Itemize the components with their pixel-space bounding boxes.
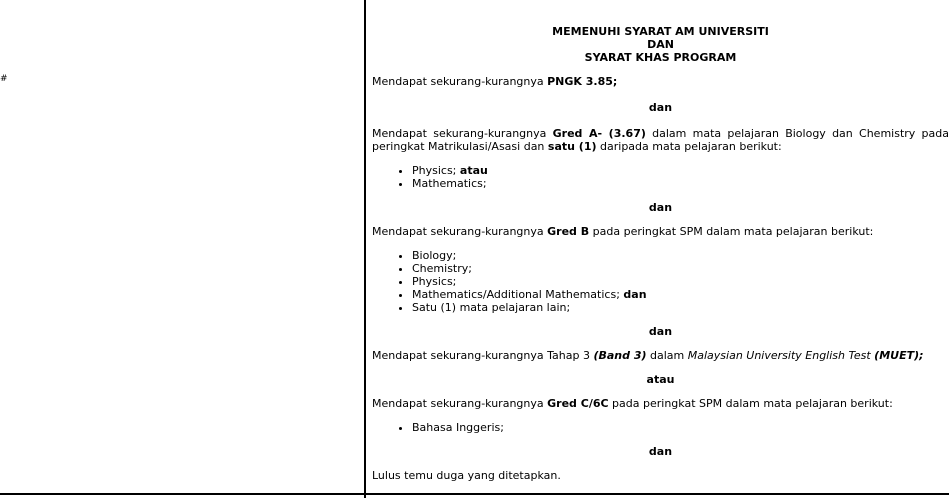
list-item-text: Satu (1) mata pelajaran lain;	[412, 301, 571, 314]
matrik-count: satu (1)	[547, 140, 597, 153]
list-item	[412, 249, 949, 262]
spm-prefix: Mendapat sekurang-kurangnya	[372, 225, 548, 238]
requirement-pngk	[372, 75, 949, 88]
list-item	[412, 262, 949, 275]
list-item	[412, 301, 949, 314]
row-divider	[0, 493, 949, 495]
requirement-matrikulasi	[372, 127, 949, 153]
requirement-muet	[372, 349, 949, 362]
muet-abbr: (MUET);	[874, 349, 924, 362]
interview-text: Lulus temu duga yang ditetapkan.	[372, 469, 561, 482]
header-line-2: DAN	[647, 38, 674, 51]
list-item-text: Mathematics;	[412, 177, 487, 190]
list-item	[412, 421, 949, 434]
list-item	[412, 275, 949, 288]
list-item-text: Physics;	[412, 164, 460, 177]
requirement-interview	[372, 469, 949, 482]
list-item	[412, 177, 949, 190]
connector-dan-3: dan	[648, 325, 673, 338]
pngk-value: PNGK 3.85;	[547, 75, 618, 88]
connector-dan-2: dan	[648, 201, 673, 214]
list-item-bold: atau	[459, 164, 488, 177]
subject-list-2	[372, 249, 949, 314]
list-item-text: Bahasa Inggeris;	[412, 421, 504, 434]
list-item-bold: dan	[623, 288, 647, 301]
spm-grade: Gred B	[547, 225, 590, 238]
list-item-text: Physics;	[412, 275, 457, 288]
requirements-header	[372, 25, 949, 64]
list-item-text: Mathematics/Additional Mathematics;	[412, 288, 624, 301]
matrik-mid: dalam mata pelajaran Biology dan Chemistry pada peringkat Matrikulasi/Asasi dan	[372, 127, 949, 153]
spm-c-suffix: pada peringkat SPM dalam mata pelajaran berikut:	[608, 397, 893, 410]
column-divider	[364, 0, 366, 498]
left-cell-marker: #	[0, 74, 8, 84]
matrik-suffix: daripada mata pelajaran berikut:	[596, 140, 782, 153]
list-item-text: Chemistry;	[412, 262, 472, 275]
muet-band: (Band 3)	[593, 349, 647, 362]
muet-prefix: Mendapat sekurang-kurangnya Tahap 3	[372, 349, 594, 362]
list-item	[412, 288, 949, 301]
matrik-prefix: Mendapat sekurang-kurangnya	[372, 127, 553, 140]
connector-atau: atau	[646, 373, 675, 386]
requirements-content	[372, 25, 949, 64]
list-item-text: Biology;	[412, 249, 457, 262]
subject-list-1	[372, 164, 949, 190]
connector-dan-1: dan	[648, 101, 673, 114]
muet-mid: dalam	[646, 349, 688, 362]
spm-c-grade: Gred C/6C	[547, 397, 609, 410]
spm-c-prefix: Mendapat sekurang-kurangnya	[372, 397, 548, 410]
list-item	[412, 164, 949, 177]
header-line-1: MEMENUHI SYARAT AM UNIVERSITI	[552, 25, 769, 38]
spm-suffix: pada peringkat SPM dalam mata pelajaran berikut:	[589, 225, 874, 238]
header-line-3: SYARAT KHAS PROGRAM	[584, 51, 737, 64]
subject-list-3	[372, 421, 949, 434]
requirement-spm-gred-c	[372, 397, 949, 410]
connector-dan-4: dan	[648, 445, 673, 458]
muet-name: Malaysian University English Test	[687, 349, 871, 362]
requirement-spm-gred-b	[372, 225, 949, 238]
matrik-grade: Gred A- (3.67)	[552, 127, 646, 140]
pngk-prefix: Mendapat sekurang-kurangnya	[372, 75, 548, 88]
